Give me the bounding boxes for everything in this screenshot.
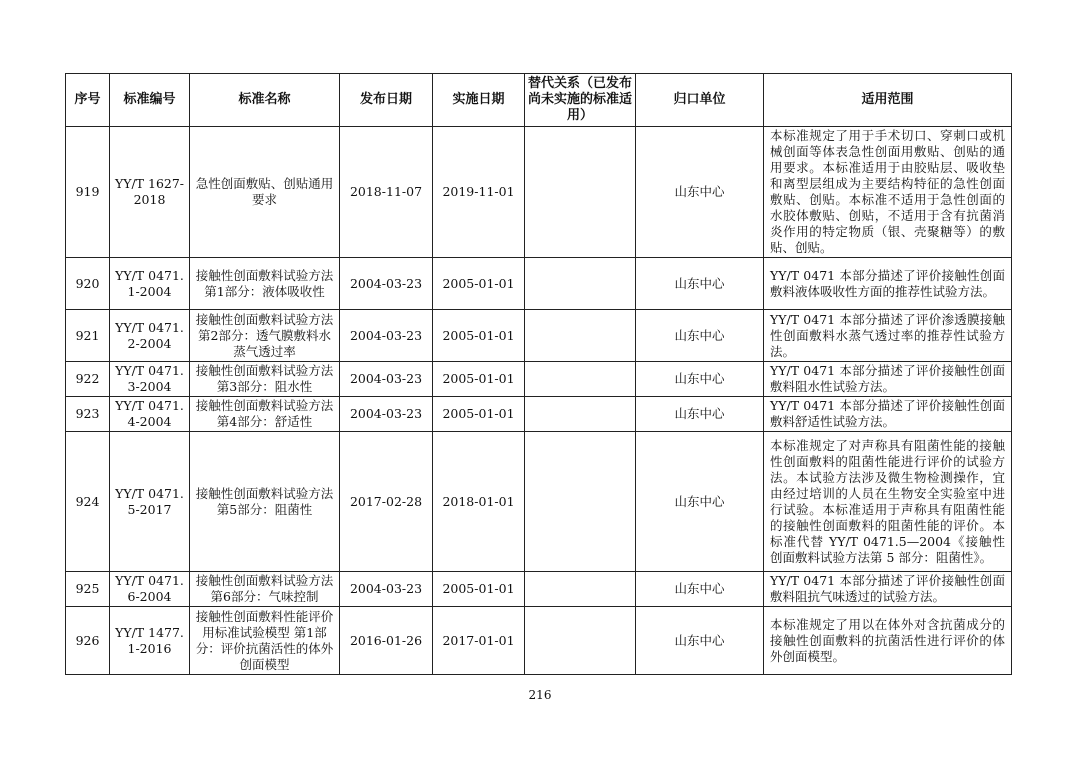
- cell-unit: 山东中心: [636, 362, 764, 397]
- cell-unit: 山东中心: [636, 397, 764, 432]
- cell-publish: 2004-03-23: [340, 362, 433, 397]
- cell-no: 925: [66, 572, 110, 607]
- cell-code: YY/T 0471.1-2004: [110, 258, 190, 310]
- header-name: 标准名称: [190, 74, 340, 127]
- cell-publish: 2004-03-23: [340, 397, 433, 432]
- cell-implement: 2017-01-01: [433, 607, 525, 675]
- cell-replace: [525, 310, 636, 362]
- cell-unit: 山东中心: [636, 127, 764, 258]
- header-publish: 发布日期: [340, 74, 433, 127]
- cell-name: 接触性创面敷料性能评价用标准试验模型 第1部分：评价抗菌活性的体外创面模型: [190, 607, 340, 675]
- cell-code: YY/T 1627-2018: [110, 127, 190, 258]
- cell-code: YY/T 1477.1-2016: [110, 607, 190, 675]
- cell-scope: YY/T 0471 本部分描述了评价接触性创面敷料液体吸收性方面的推荐性试验方法。: [764, 258, 1012, 310]
- cell-replace: [525, 607, 636, 675]
- header-no: 序号: [66, 74, 110, 127]
- cell-implement: 2005-01-01: [433, 397, 525, 432]
- table-row: [66, 397, 1012, 432]
- cell-implement: 2005-01-01: [433, 258, 525, 310]
- cell-unit: 山东中心: [636, 432, 764, 572]
- cell-code: YY/T 0471.3-2004: [110, 362, 190, 397]
- header-row: [66, 74, 1012, 127]
- cell-scope: 本标准规定了用以在体外对含抗菌成分的接触性创面敷料的抗菌活性进行评价的体外创面模型。: [764, 607, 1012, 675]
- cell-replace: [525, 127, 636, 258]
- cell-name: 接触性创面敷料试验方法 第5部分：阻菌性: [190, 432, 340, 572]
- cell-scope: YY/T 0471 本部分描述了评价接触性创面敷料舒适性试验方法。: [764, 397, 1012, 432]
- cell-scope: YY/T 0471 本部分描述了评价渗透膜接触性创面敷料水蒸气透过率的推荐性试验方法。: [764, 310, 1012, 362]
- cell-replace: [525, 362, 636, 397]
- cell-code: YY/T 0471.5-2017: [110, 432, 190, 572]
- cell-name: 接触性创面敷料试验方法 第6部分：气味控制: [190, 572, 340, 607]
- cell-no: 924: [66, 432, 110, 572]
- header-scope: 适用范围: [764, 74, 1012, 127]
- cell-code: YY/T 0471.6-2004: [110, 572, 190, 607]
- cell-replace: [525, 258, 636, 310]
- cell-publish: 2017-02-28: [340, 432, 433, 572]
- cell-unit: 山东中心: [636, 572, 764, 607]
- cell-scope: 本标准规定了用于手术切口、穿刺口或机械创面等体表急性创面用敷贴、创贴的通用要求。本标准适用于由胶贴层、吸收垫和离型层组成为主要结构特征的急性创面敷贴、创贴。本标准不适用于急性创面的水胶体敷贴、创贴，不适用于含有抗菌消炎作用的特定物质（银、壳聚糖等）的敷贴、创贴。: [764, 127, 1012, 258]
- cell-implement: 2005-01-01: [433, 362, 525, 397]
- table-row: [66, 310, 1012, 362]
- cell-implement: 2018-01-01: [433, 432, 525, 572]
- cell-scope: YY/T 0471 本部分描述了评价接触性创面敷料阻水性试验方法。: [764, 362, 1012, 397]
- header-implement: 实施日期: [433, 74, 525, 127]
- cell-code: YY/T 0471.4-2004: [110, 397, 190, 432]
- cell-publish: 2004-03-23: [340, 258, 433, 310]
- cell-replace: [525, 432, 636, 572]
- table-row: [66, 432, 1012, 572]
- cell-publish: 2018-11-07: [340, 127, 433, 258]
- table-row: [66, 127, 1012, 258]
- cell-unit: 山东中心: [636, 258, 764, 310]
- cell-replace: [525, 572, 636, 607]
- cell-name: 接触性创面敷料试验方法 第1部分：液体吸收性: [190, 258, 340, 310]
- table-row: [66, 258, 1012, 310]
- cell-unit: 山东中心: [636, 310, 764, 362]
- cell-implement: 2005-01-01: [433, 310, 525, 362]
- table-row: [66, 572, 1012, 607]
- cell-scope: 本标准规定了对声称具有阻菌性能的接触性创面敷料的阻菌性能进行评价的试验方法。本试验方法涉及微生物检测操作，宜由经过培训的人员在生物安全实验室中进行试验。本标准适用于声称具有阻菌性能的接触性创面敷料的阻菌性能的评价。本标准代替 YY/T 0471.5—2004《接触性创面敷料试验方法第 5 部分：阻菌性》。: [764, 432, 1012, 572]
- header-replace: 替代关系（已发布尚未实施的标准适用）: [525, 74, 636, 127]
- cell-no: 921: [66, 310, 110, 362]
- page-number: 216: [528, 688, 552, 702]
- table-row: [66, 607, 1012, 675]
- cell-no: 926: [66, 607, 110, 675]
- cell-name: 接触性创面敷料试验方法 第2部分：透气膜敷料水蒸气透过率: [190, 310, 340, 362]
- cell-no: 919: [66, 127, 110, 258]
- cell-name: 接触性创面敷料试验方法 第3部分：阻水性: [190, 362, 340, 397]
- cell-publish: 2004-03-23: [340, 572, 433, 607]
- table-row: [66, 362, 1012, 397]
- header-code: 标准编号: [110, 74, 190, 127]
- cell-publish: 2016-01-26: [340, 607, 433, 675]
- cell-no: 920: [66, 258, 110, 310]
- cell-no: 922: [66, 362, 110, 397]
- cell-unit: 山东中心: [636, 607, 764, 675]
- cell-name: 接触性创面敷料试验方法 第4部分：舒适性: [190, 397, 340, 432]
- cell-no: 923: [66, 397, 110, 432]
- cell-implement: 2019-11-01: [433, 127, 525, 258]
- header-unit: 归口单位: [636, 74, 764, 127]
- cell-code: YY/T 0471.2-2004: [110, 310, 190, 362]
- cell-replace: [525, 397, 636, 432]
- cell-name: 急性创面敷贴、创贴通用要求: [190, 127, 340, 258]
- standards-table: [65, 73, 1012, 675]
- cell-publish: 2004-03-23: [340, 310, 433, 362]
- cell-implement: 2005-01-01: [433, 572, 525, 607]
- cell-scope: YY/T 0471 本部分描述了评价接触性创面敷料阻抗气味透过的试验方法。: [764, 572, 1012, 607]
